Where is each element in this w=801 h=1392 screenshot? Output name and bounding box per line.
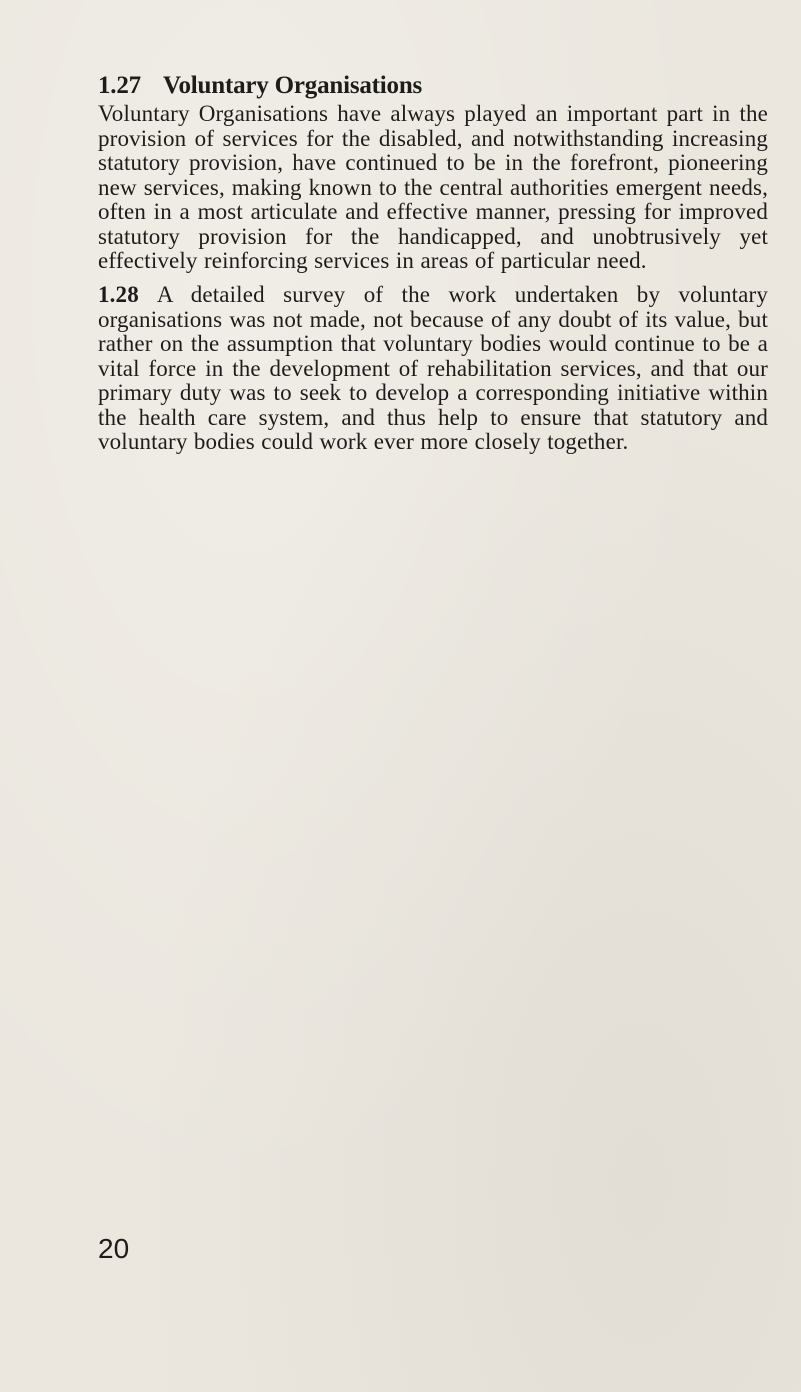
page-number: 20 xyxy=(98,1233,130,1264)
section-1-28 xyxy=(98,283,768,455)
section-1-27 xyxy=(98,72,768,274)
section-paragraph xyxy=(98,283,768,455)
section-title: Voluntary Organisations xyxy=(162,72,423,99)
section-number: 1.28 xyxy=(98,282,139,307)
section-heading xyxy=(98,72,768,100)
section-body: A detailed survey of the work undertaken by voluntary organisations was not made, not because of any doubt of its value, but rather on the assumption that voluntary bodies would continue to be a vital force in the development of rehabilitation services, and that our primary duty was to seek to develop a corresponding initiative within the health care system, and thus help to ensure that statutory and voluntary bodies could work ever more closely together. xyxy=(98,282,768,454)
section-body: Voluntary Organisations have always played an important part in the provision of services for the disabled, and notwithstanding increasing statutory provision, have continued to be in the forefront, pioneering new services, making known to the central authorities emergent needs, often in a most articulate and effective manner, pressing for improved statutory provision for the handicapped, and unobtrusively yet effectively reinforcing services in areas of particular need. xyxy=(98,101,768,273)
section-number: 1.27 xyxy=(98,72,141,99)
